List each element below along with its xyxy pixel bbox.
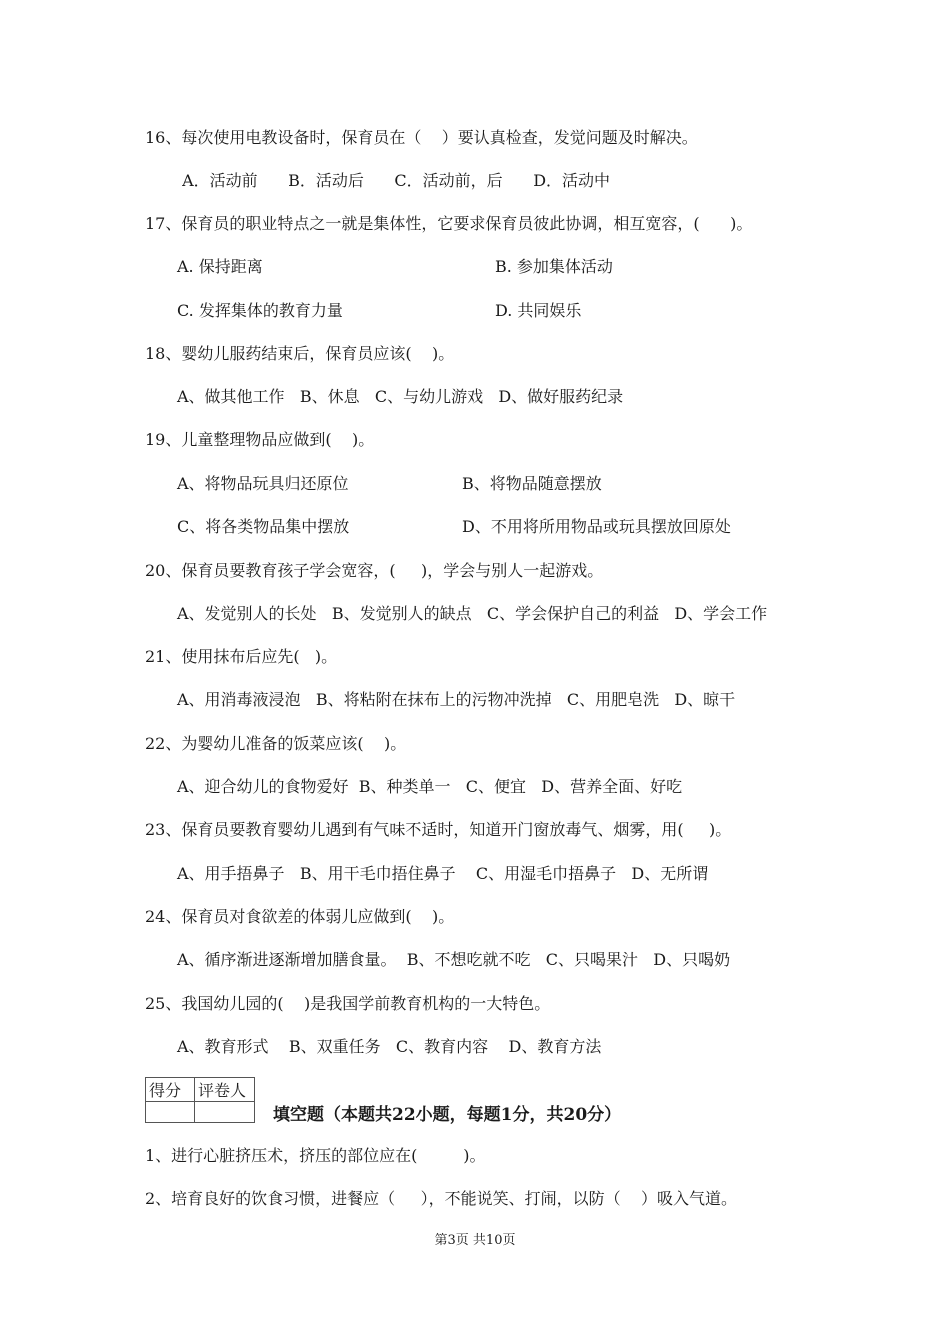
question-20: 20、保育员要教育孩子学会宽容，( )，学会与别人一起游戏。 bbox=[145, 561, 604, 580]
question-17-option-b: B. 参加集体活动 bbox=[495, 257, 613, 276]
question-17-option-a: A. 保持距离 bbox=[177, 257, 263, 276]
grader-cell bbox=[195, 1102, 255, 1123]
question-17: 17、保育员的职业特点之一就是集体性，它要求保育员彼此协调，相互宽容，( )。 bbox=[145, 214, 753, 233]
fill-blank-1: 1、进行心脏挤压术，挤压的部位应在( )。 bbox=[145, 1146, 486, 1165]
question-19-option-c: C、将各类物品集中摆放 bbox=[177, 517, 350, 536]
fill-blank-2: 2、培育良好的饮食习惯，进餐应（ ），不能说笑、打闹，以防（ ）吸入气道。 bbox=[145, 1189, 737, 1208]
score-box bbox=[145, 1077, 255, 1123]
question-16-options: A．活动前 B．活动后 C．活动前，后 D．活动中 bbox=[177, 171, 611, 190]
question-25: 25、我国幼儿园的( )是我国学前教育机构的一大特色。 bbox=[145, 994, 551, 1013]
question-18-options: A、做其他工作 B、休息 C、与幼儿游戏 D、做好服药纪录 bbox=[177, 387, 624, 406]
question-23-options: A、用手捂鼻子 B、用干毛巾捂住鼻子 C、用湿毛巾捂鼻子 D、无所谓 bbox=[177, 864, 709, 883]
question-19-option-a: A、将物品玩具归还原位 bbox=[177, 474, 349, 493]
question-24: 24、保育员对食欲差的体弱儿应做到( )。 bbox=[145, 907, 455, 926]
question-19-option-b: B、将物品随意摆放 bbox=[462, 474, 602, 493]
question-17-option-d: D. 共同娱乐 bbox=[495, 301, 582, 320]
question-21-options: A、用消毒液浸泡 B、将粘附在抹布上的污物冲洗掉 C、用肥皂洗 D、晾干 bbox=[177, 690, 736, 709]
page-footer: 第3页 共10页 bbox=[434, 1233, 516, 1248]
question-19: 19、儿童整理物品应做到( )。 bbox=[145, 430, 375, 449]
score-label: 得分 bbox=[146, 1078, 195, 1102]
question-18: 18、婴幼儿服药结束后，保育员应该( )。 bbox=[145, 344, 455, 363]
question-25-options: A、教育形式 B、双重任务 C、教育内容 D、教育方法 bbox=[177, 1037, 602, 1056]
score-cell bbox=[146, 1102, 195, 1123]
question-16: 16、每次使用电教设备时，保育员在（ ）要认真检查，发觉问题及时解决。 bbox=[145, 128, 698, 147]
question-23: 23、保育员要教育婴幼儿遇到有气味不适时，知道开门窗放毒气、烟雾，用( )。 bbox=[145, 820, 732, 839]
question-21: 21、使用抹布后应先( )。 bbox=[145, 647, 338, 666]
question-24-options: A、循序渐进逐渐增加膳食量。 B、不想吃就不吃 C、只喝果汁 D、只喝奶 bbox=[177, 950, 731, 969]
grader-label: 评卷人 bbox=[195, 1078, 255, 1102]
question-22: 22、为婴幼儿准备的饭菜应该( )。 bbox=[145, 734, 407, 753]
question-22-options: A、迎合幼儿的食物爱好 B、种类单一 C、便宜 D、营养全面、好吃 bbox=[177, 777, 683, 796]
question-17-option-c: C. 发挥集体的教育力量 bbox=[177, 301, 343, 320]
question-19-option-d: D、不用将所用物品或玩具摆放回原处 bbox=[462, 517, 731, 536]
section-title: 填空题（本题共22小题，每题1分，共20分） bbox=[273, 1105, 622, 1125]
question-20-options: A、发觉别人的长处 B、发觉别人的缺点 C、学会保护自己的利益 D、学会工作 bbox=[177, 604, 768, 623]
